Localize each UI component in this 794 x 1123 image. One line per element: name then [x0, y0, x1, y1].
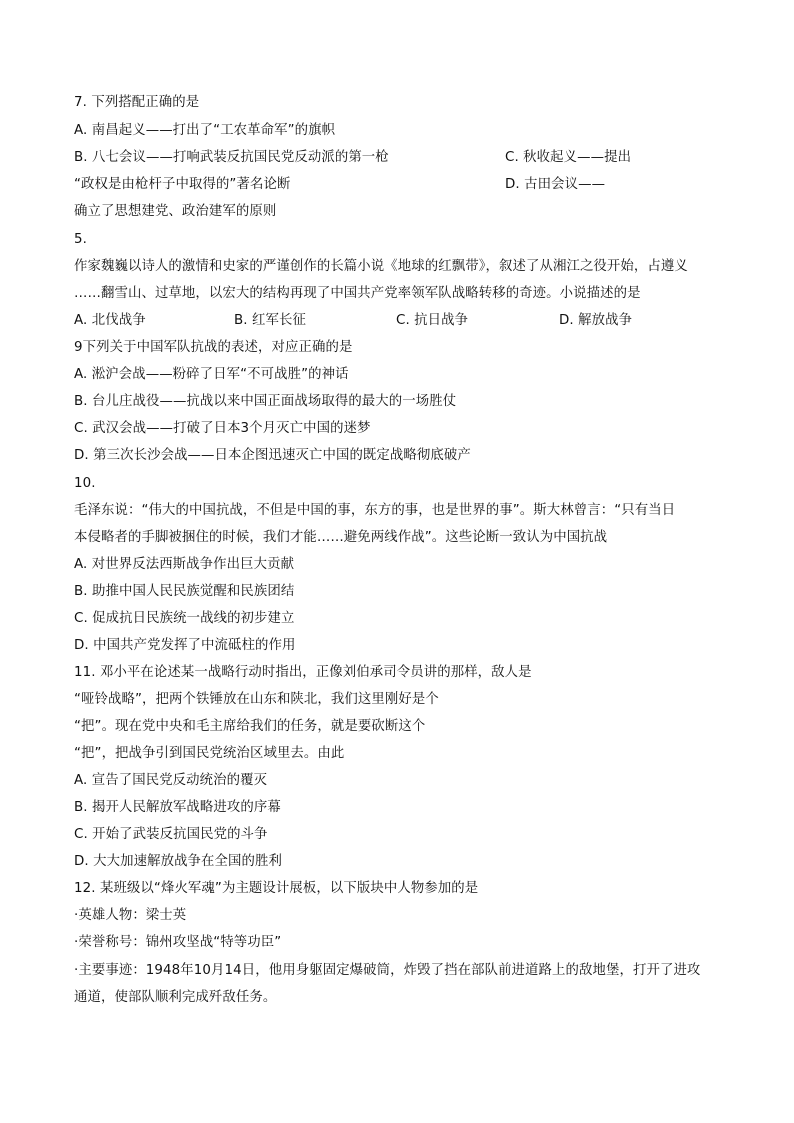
q9-stem: 9下列关于中国军队抗战的表述，对应正确的是 — [74, 340, 353, 355]
q10-option-a: A. 对世界反法西斯战争作出巨大贡献 — [74, 557, 295, 572]
q11-option-a: A. 宣告了国民党反动统治的覆灭 — [74, 773, 268, 788]
q10-stem-line2: 本侵略者的手脚被捆住的时候，我们才能……避免两线作战”。这些论断一致认为中国抗战 — [74, 530, 608, 545]
q7-option-a: A. 南昌起义——打出了“工农革命军”的旗帜 — [74, 123, 336, 138]
q7-option-d-cont: 确立了思想建党、政治建军的原则 — [74, 204, 277, 219]
q8-stem-line1: 作家魏巍以诗人的激情和史家的严谨创作的长篇小说《地球的红飘带》，叙述了从湘江之役开始，占遵义 — [74, 259, 688, 274]
q8-number: 5. — [74, 232, 87, 247]
q12-item-deeds-line1: ·主要事迹：1948年10月14日，他用身躯固定爆破筒，炸毁了挡在部队前进道路上的敌地堡，打开了进攻 — [74, 963, 701, 978]
q11-stem-line4: “把”，把战争引到国民党统治区域里去。由此 — [74, 746, 345, 761]
q8-option-b: B. 红军长征 — [234, 313, 306, 328]
q7-option-c-cont: “政权是由枪杆子中取得的”著名论断 — [74, 177, 291, 192]
q11-option-b: B. 揭开人民解放军战略进攻的序幕 — [74, 800, 281, 815]
q12-item-honor: ·荣誉称号：锦州攻坚战“特等功臣” — [74, 935, 282, 950]
q11-option-d: D. 大大加速解放战争在全国的胜利 — [74, 854, 282, 869]
q9-option-d: D. 第三次长沙会战——日本企图迅速灭亡中国的既定战略彻底破产 — [74, 448, 471, 463]
q11-stem-line2: “哑铃战略”，把两个铁锤放在山东和陕北，我们这里刚好是个 — [74, 692, 439, 707]
q7-option-d: D. 古田会议—— — [505, 177, 606, 192]
q12-item-hero: ·英雄人物：梁士英 — [74, 908, 187, 923]
q12-item-deeds-line2: 通道，使部队顺利完成歼敌任务。 — [74, 990, 277, 1005]
q9-option-a: A. 淞沪会战——粉碎了日军“不可战胜”的神话 — [74, 367, 349, 382]
q10-option-c: C. 促成抗日民族统一战线的初步建立 — [74, 611, 295, 626]
q7-option-b: B. 八七会议——打响武装反抗国民党反动派的第一枪 — [74, 150, 389, 165]
q10-option-b: B. 助推中国人民民族觉醒和民族团结 — [74, 584, 295, 599]
q11-option-c: C. 开始了武装反抗国民党的斗争 — [74, 827, 268, 842]
q11-stem-line3: “把”。现在党中央和毛主席给我们的任务，就是要砍断这个 — [74, 719, 426, 734]
q12-stem: 12. 某班级以“烽火军魂”为主题设计展板，以下版块中人物参加的是 — [74, 881, 479, 896]
q7-option-c: C. 秋收起义——提出 — [505, 150, 632, 165]
q9-option-c: C. 武汉会战——打破了日本3个月灭亡中国的迷梦 — [74, 421, 371, 436]
q8-stem-line2: ……翻雪山、过草地，以宏大的结构再现了中国共产党率领军队战略转移的奇迹。小说描述的是 — [74, 286, 641, 301]
q10-number: 10. — [74, 476, 96, 491]
q8-option-d: D. 解放战争 — [559, 313, 633, 328]
q7-stem: 7. 下列搭配正确的是 — [74, 95, 200, 110]
q10-stem-line1: 毛泽东说：“伟大的中国抗战，不但是中国的事，东方的事，也是世界的事”。斯大林曾言：“只有当日 — [74, 503, 676, 518]
q8-option-c: C. 抗日战争 — [396, 313, 469, 328]
q8-option-a: A. 北伐战争 — [74, 313, 146, 328]
q10-option-d: D. 中国共产党发挥了中流砥柱的作用 — [74, 638, 296, 653]
q11-stem-line1: 11. 邓小平在论述某一战略行动时指出，正像刘伯承司令员讲的那样，敌人是 — [74, 665, 532, 680]
q9-option-b: B. 台儿庄战役——抗战以来中国正面战场取得的最大的一场胜仗 — [74, 394, 457, 409]
